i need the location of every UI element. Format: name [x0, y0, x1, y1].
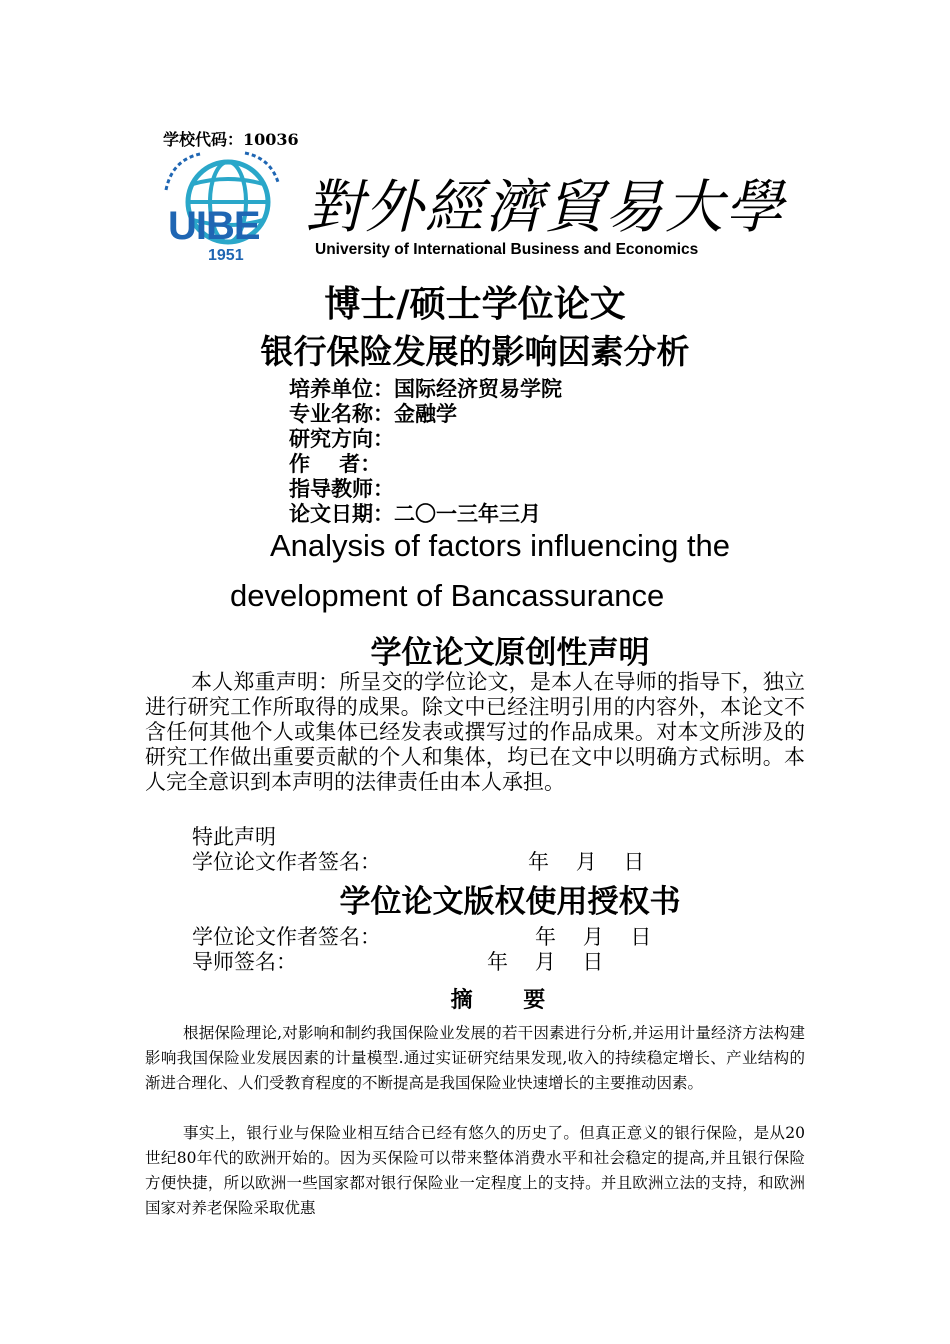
logo-year: 1951 — [208, 247, 244, 264]
copyright-title: 学位论文版权使用授权书 — [339, 884, 681, 920]
originality-title: 学位论文原创性声明 — [370, 635, 650, 671]
university-name-en: University of International Business and Economics — [315, 241, 699, 258]
logo-text: UIBE — [168, 204, 260, 248]
signature-date: 年 月 日 — [487, 950, 604, 974]
info-line: 论文日期：二〇一三年三月 — [289, 501, 541, 526]
english-title-line2: development of Bancassurance — [230, 578, 665, 613]
info-line: 研究方向： — [289, 426, 394, 451]
english-title-line1: Analysis of factors influencing the — [269, 528, 731, 563]
thesis-title: 银行保险发展的影响因素分析 — [260, 332, 690, 371]
university-name-cn: 對外經濟貿易大學 — [305, 173, 786, 241]
abstract-paragraph: 根据保险理论,对影响和制约我国保险业发展的若干因素进行分析,并运用计量经济方法构建影响我国保险业发展因素的计量模型.通过实证研究结果发现,收入的持续稳定增长、产业结构的渐进合理化、人们受教育程度的不断提高是我国保险业快速增长的主要推动因素。 — [145, 1024, 805, 1092]
advisor-signature-label: 导师签名： — [192, 950, 297, 974]
info-line: 作 者： — [289, 451, 382, 476]
school-code: 学校代码：10036 — [163, 130, 299, 149]
author-signature-label: 学位论文作者签名： — [192, 925, 381, 949]
info-line: 专业名称：金融学 — [289, 401, 457, 426]
originality-paragraph: 本人郑重声明：所呈交的学位论文，是本人在导师的指导下，独立进行研究工作所取得的成果。除文中已经注明引用的内容外，本论文不含任何其他个人或集体已经发表或撰写过的作品成果。对本文所涉及的研究工作做出重要贡献的个人和集体，均已在文中以明确方式标明。本人完全意识到本声明的法律责任由本人承担。 — [145, 670, 805, 794]
abstract-paragraph: 事实上，银行业与保险业相互结合已经有悠久的历史了。但真正意义的银行保险，是从20世纪80年代的欧洲开始的。因为买保险可以带来整体消费水平和社会稳定的提高,并且银行保险方便快捷，所以欧洲一些国家都对银行保险业一定程度上的支持。并且欧洲立法的支持，和欧洲国家对养老保险采取优惠 — [145, 1124, 805, 1217]
author-signature-label: 学位论文作者签名： — [192, 850, 381, 874]
special-statement: 特此声明 — [192, 825, 276, 849]
signature-date: 年 月 日 — [535, 925, 652, 949]
abstract-title: 摘 要 — [450, 987, 550, 1013]
degree-title: 博士/硕士学位论文 — [324, 283, 626, 325]
signature-date: 年 月 日 — [528, 850, 645, 874]
info-line: 指导教师： — [289, 476, 394, 501]
university-logo — [160, 150, 285, 270]
info-line: 培养单位：国际经济贸易学院 — [289, 376, 562, 401]
